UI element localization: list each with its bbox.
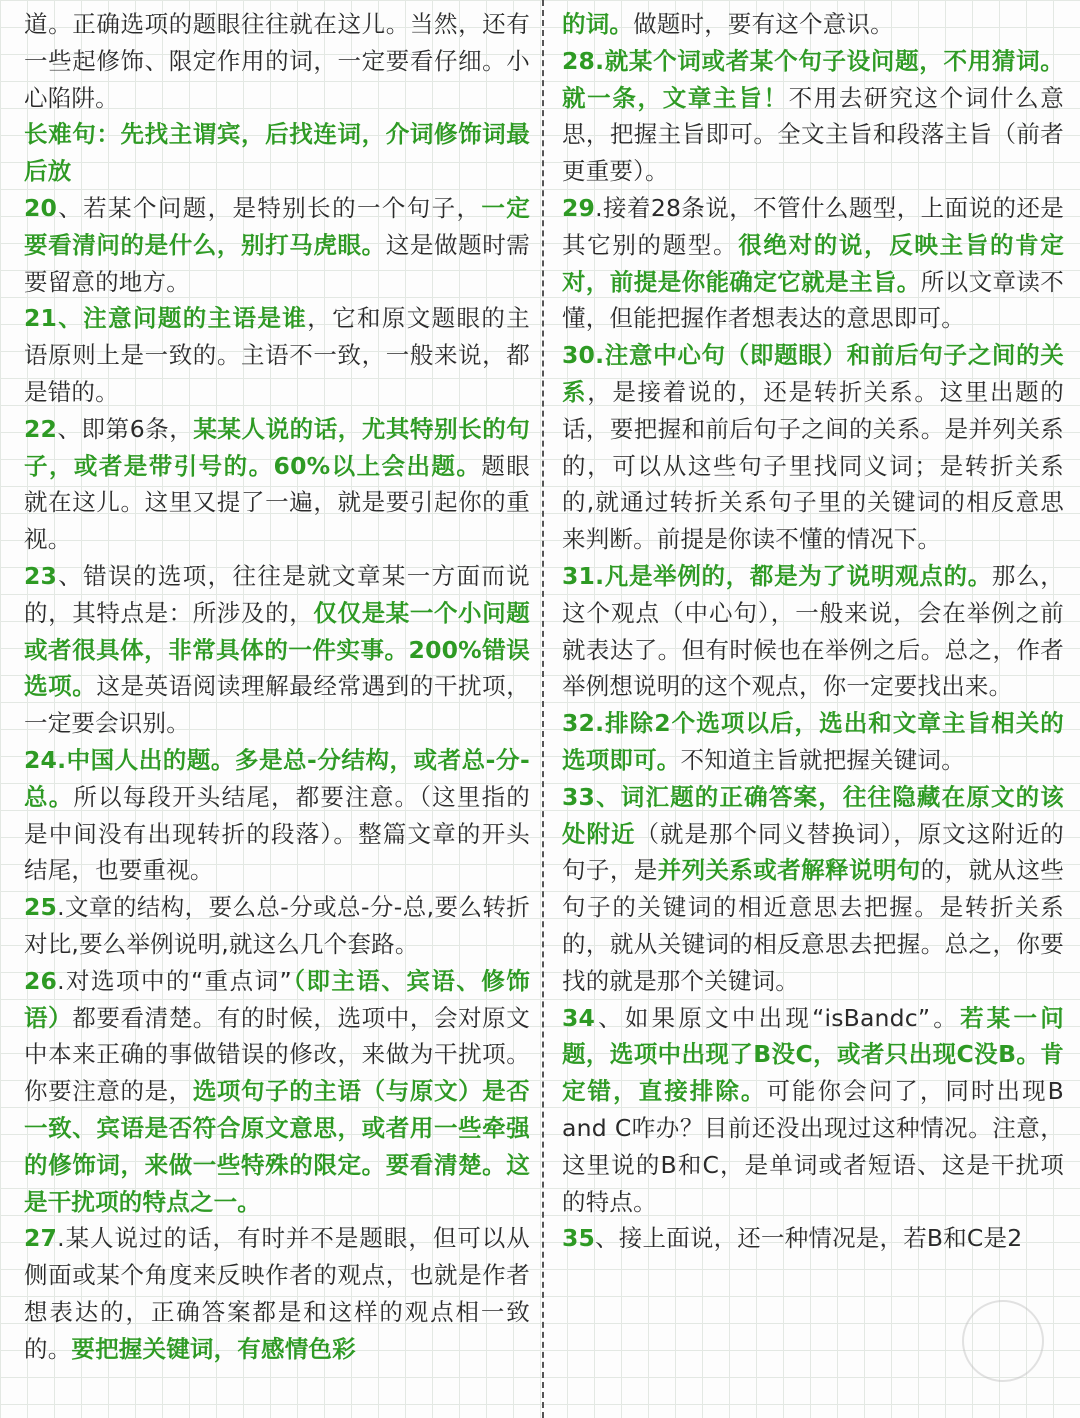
body-text: .接着28条说，不管什么题型，上面说的还是其它别的题型。 xyxy=(562,193,1064,259)
note-paragraph xyxy=(562,779,1064,1000)
note-paragraph xyxy=(24,6,530,116)
highlighted-text: 若某一问题，选项中出现了B没C，或者只出现C没B。肯定错，直接排除。 xyxy=(562,1003,1064,1106)
highlighted-text: 某某人说的话，尤其特别长的句子，或者是带引号的。60%以上会出题。 xyxy=(24,414,530,480)
body-text: 、若某个问题，是特别长的一个句子， xyxy=(57,193,482,222)
note-paragraph xyxy=(24,300,530,410)
body-text: 题眼就在这儿。这里又提了一遍，就是要引起你的重视。 xyxy=(24,451,530,554)
column-divider xyxy=(542,0,544,1418)
body-text: 所以文章读不懂，但能把握作者想表达的意思即可。 xyxy=(562,267,1065,333)
note-paragraph xyxy=(24,742,530,889)
highlighted-text: 28.就某个词或者某个句子设问题，不用猜词。就一条，文章主旨！ xyxy=(562,46,1064,112)
highlighted-text: 选项句子的主语（与原文）是否一致、宾语是否符合原文意思，或者用一些牵强的修饰词，来做一些特殊的限定。要看清楚。这是干扰项的特点之一。 xyxy=(24,1077,530,1216)
body-text: 那么，这个观点（中心句），一般来说，会在举例之前就表达了。但有时候也在举例之后。总之，作者举例想说明的这个观点，你一定要找出来。 xyxy=(562,561,1064,701)
highlighted-text: 32.排除2个选项以后，选出和文章主旨相关的选项即可。 xyxy=(562,709,1064,774)
body-text: （就是那个同义替换词），原文这附近的句子，是 xyxy=(562,819,1064,885)
body-text: 、即第6条， xyxy=(57,414,194,443)
highlighted-text: 26 xyxy=(24,966,58,995)
highlighted-text: 27 xyxy=(24,1224,58,1253)
body-text: 可能你会问了，同时出现B and C咋办？目前还没出现过这种情况。注意，这里说的B和C，是单词或者短语、这是干扰项的特点。 xyxy=(562,1077,1064,1216)
highlighted-text: （即主语、宾语、修饰语） xyxy=(24,966,530,1032)
body-text: 不用去研究这个词什么意思，把握主旨即可。全文主旨和段落主旨（前者更重要）。 xyxy=(562,83,1064,186)
highlighted-text: 并列关系或者解释说明句 xyxy=(657,856,921,885)
body-text: .某人说过的话，有时并不是题眼，但可以从侧面或某个角度来反映作者的观点，也就是作者想表达的，正确答案都是和这样的观点相一致的。 xyxy=(24,1224,530,1363)
right-column xyxy=(544,0,1080,1418)
highlighted-text: 的词。 xyxy=(562,10,634,38)
note-paragraph xyxy=(562,190,1064,337)
note-paragraph xyxy=(24,411,530,558)
highlighted-text: 一定要看清问的是什么，别打马虎眼。 xyxy=(24,193,530,259)
note-paragraph xyxy=(562,1220,1064,1257)
body-text: 不知道主旨就把握关键词。 xyxy=(680,745,965,774)
note-paragraph xyxy=(562,337,1064,558)
highlighted-text: 20 xyxy=(24,193,58,222)
note-paragraph xyxy=(24,889,530,963)
highlighted-text: 34 xyxy=(562,1003,596,1032)
note-paragraph xyxy=(562,43,1064,190)
highlighted-text: 31.凡是举例的，都是为了说明观点的。 xyxy=(562,561,992,590)
body-text: ，是接着说的，还是转折关系。这里出题的话，要把握和前后句子之间的关系。是并列关系的，可以从这些句子里找同义词；是转折关系的,就通过转折关系句子里的关键词的相反意思来判断。前提是你读不懂的情况下。 xyxy=(562,377,1064,554)
note-paragraph xyxy=(562,705,1064,779)
note-paragraph xyxy=(24,1220,530,1367)
body-text: 这是做题时需要留意的地方。 xyxy=(24,230,531,296)
note-paragraph xyxy=(24,190,530,300)
note-paragraph xyxy=(24,558,530,742)
body-text: .对选项中的“重点词” xyxy=(57,966,292,995)
body-text: 的，就从这些句子的关键词的相近意思去把握。是转折关系的，就从关键词的相反意思去把握。总之，你要找的就是那个关键词。 xyxy=(562,856,1064,995)
body-text: 这是英语阅读理解最经常遇到的干扰项，一定要会识别。 xyxy=(24,672,530,738)
body-text: 都要看清楚。有的时候，选项中，会对原文中本来正确的事做错误的修改，来做为干扰项。你要注意的是， xyxy=(24,1003,530,1106)
highlighted-text: 29 xyxy=(562,193,596,222)
note-paragraph xyxy=(562,6,1064,43)
note-paragraph xyxy=(24,963,530,1221)
highlighted-text: 22 xyxy=(24,414,58,443)
highlighted-text: 23 xyxy=(24,561,58,590)
note-paragraph xyxy=(24,116,530,190)
body-text: 道。正确选项的题眼往往就在这儿。当然，还有一些起修饰、限定作用的词，一定要看仔细。小心陷阱。 xyxy=(24,10,530,112)
highlighted-text: 33、词汇题的正确答案，往往隐藏在原文的该处附近 xyxy=(562,782,1064,848)
body-text: 、接上面说，还一种情况是，若B和C是2 xyxy=(595,1224,1023,1253)
body-text: 做题时，要有这个意识。 xyxy=(633,10,894,38)
note-paragraph xyxy=(562,1000,1064,1221)
body-text: 、错误的选项，往往是就文章某一方面而说的，其特点是：所涉及的， xyxy=(24,561,530,627)
highlighted-text: 很绝对的说，反映主旨的肯定对，前提是你能确定它就是主旨。 xyxy=(562,230,1064,296)
body-text: .文章的结构，要么总-分或总-分-总,要么转折对比,要么举例说明,就这么几个套路。 xyxy=(24,893,530,958)
body-text: ，它和原文题眼的主语原则上是一致的。主语不一致，一般来说，都是错的。 xyxy=(24,304,530,406)
highlighted-text: 30.注意中心句（即题眼）和前后句子之间的关系 xyxy=(562,341,1064,406)
highlighted-text: 25 xyxy=(24,893,58,922)
body-text: 所以每段开头结尾，都要注意。（这里指的是中间没有出现转折的段落）。整篇文章的开头结尾，也要重视。 xyxy=(24,782,530,885)
note-paragraph xyxy=(562,558,1064,705)
highlighted-text: 仅仅是某一个小问题或者很具体，非常具体的一件实事。200%错误选项。 xyxy=(24,598,530,701)
body-text: 、如果原文中出现“isBandc”。 xyxy=(595,1003,961,1032)
highlighted-text: 长难句：先找主谓宾，后找连词，介词修饰词最后放 xyxy=(24,120,530,186)
highlighted-text: 21、注意问题的主语是谁 xyxy=(24,304,308,333)
highlighted-text: 35 xyxy=(562,1224,596,1253)
highlighted-text: 24.中国人出的题。多是总-分结构，或者总-分-总。 xyxy=(24,745,530,811)
highlighted-text: 要把握关键词，有感情色彩 xyxy=(71,1334,356,1363)
